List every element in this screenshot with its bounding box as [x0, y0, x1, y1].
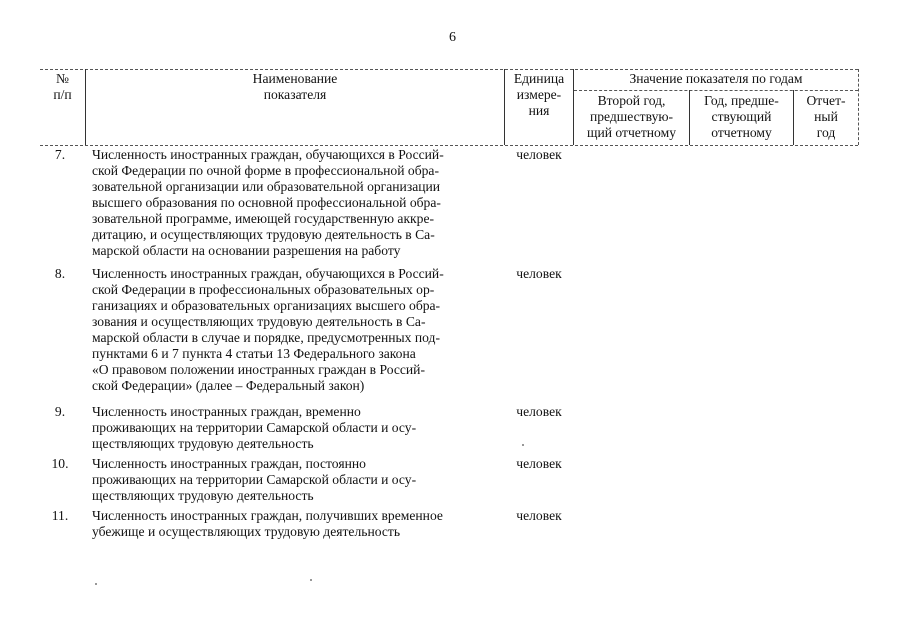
row-name-line: убежище и осуществляющих трудовую деятельность: [92, 524, 401, 539]
header-unit-line2: измере-: [516, 87, 562, 102]
header-top-border: [40, 69, 858, 70]
row-name-line: пунктами 6 и 7 пункта 4 статьи 13 Федерального закона: [92, 346, 416, 361]
header-year1: [574, 93, 689, 141]
row-name-line: ской Федерации по очной форме в профессиональной обра-: [92, 163, 439, 178]
header-year2-line3: отчетному: [711, 125, 772, 140]
row-name-line: зовательной программе, имеющей государственную аккре-: [92, 211, 435, 226]
row-unit: человек: [516, 456, 562, 471]
header-name-line1: Наименование: [252, 71, 338, 86]
row-indicator-name: [92, 404, 507, 452]
header-name-col: [86, 71, 504, 103]
col-border-right: [858, 69, 859, 145]
header-year2: [690, 93, 793, 141]
header-year3: [794, 93, 858, 141]
row-name-line: Численность иностранных граждан, постоянно: [92, 456, 366, 471]
row-name-line: «О правовом положении иностранных граждан в Россий-: [92, 362, 425, 377]
header-values-group: Значение показателя по годам: [629, 71, 803, 86]
header-year1-line1: Второй год,: [597, 93, 666, 108]
header-num-line2: п/п: [53, 87, 72, 102]
row-name-line: зования и осуществляющих трудовую деятельность в Са-: [92, 314, 426, 329]
row-unit: человек: [516, 404, 562, 419]
header-num-line1: №: [56, 71, 69, 86]
row-number: 8.: [54, 266, 66, 281]
row-name-line: Численность иностранных граждан, обучающихся в Россий-: [92, 266, 444, 281]
header-year2-line1: Год, предше-: [704, 93, 779, 108]
values-group-divider: [574, 90, 858, 91]
row-name-line: Численность иностранных граждан, получивших временное: [92, 508, 443, 523]
row-number: 7.: [54, 147, 66, 162]
row-number: 9.: [54, 404, 66, 419]
row-name-line: ществляющих трудовую деятельность: [92, 488, 314, 503]
row-name-line: проживающих на территории Самарской области и осу-: [92, 420, 417, 435]
row-number: 10.: [51, 456, 69, 471]
row-name-line: ществляющих трудовую деятельность: [92, 436, 314, 451]
row-number: 11.: [51, 508, 69, 523]
header-name-line2: показателя: [263, 87, 327, 102]
row-name-line: дитацию, и осуществляющих трудовую деятельность в Са-: [92, 227, 435, 242]
page-number: 6: [449, 30, 456, 45]
scan-speck: [310, 579, 312, 581]
row-name-line: ской Федерации» (далее – Федеральный закон): [92, 378, 365, 393]
header-year2-line2: ствующий: [711, 109, 772, 124]
row-name-line: ской Федерации в профессиональных образовательных ор-: [92, 282, 435, 297]
header-unit-col: [505, 71, 573, 119]
row-name-line: Численность иностранных граждан, обучающихся в Россий-: [92, 147, 444, 162]
header-year3-line2: ный: [814, 109, 838, 124]
row-unit: человек: [516, 266, 562, 281]
row-indicator-name: [92, 508, 507, 540]
header-num-col: [40, 71, 85, 103]
row-name-line: Численность иностранных граждан, временно: [92, 404, 361, 419]
row-name-line: зовательной организации или образовательной организации: [92, 179, 441, 194]
row-name-line: марской области в случае и порядке, предусмотренных под-: [92, 330, 440, 345]
header-unit-line3: ния: [528, 103, 550, 118]
row-indicator-name: [92, 266, 507, 394]
row-name-line: марской области на основании разрешения на работу: [92, 243, 401, 258]
row-name-line: высшего образования по основной профессиональной обра-: [92, 195, 441, 210]
row-name-line: ганизациях и образовательных организациях высшего обра-: [92, 298, 441, 313]
header-unit-line1: Единица: [513, 71, 565, 86]
header-year3-line3: год: [816, 125, 836, 140]
scan-speck: [95, 583, 97, 585]
header-year1-line2: предшествую-: [589, 109, 674, 124]
header-bottom-border: [40, 145, 858, 146]
row-indicator-name: [92, 147, 507, 259]
header-year1-line3: щий отчетному: [587, 125, 676, 140]
row-indicator-name: [92, 456, 507, 504]
row-name-line: проживающих на территории Самарской области и осу-: [92, 472, 417, 487]
row-unit: человек: [516, 147, 562, 162]
scan-speck: [522, 444, 524, 446]
row-unit: человек: [516, 508, 562, 523]
header-year3-line1: Отчет-: [806, 93, 846, 108]
